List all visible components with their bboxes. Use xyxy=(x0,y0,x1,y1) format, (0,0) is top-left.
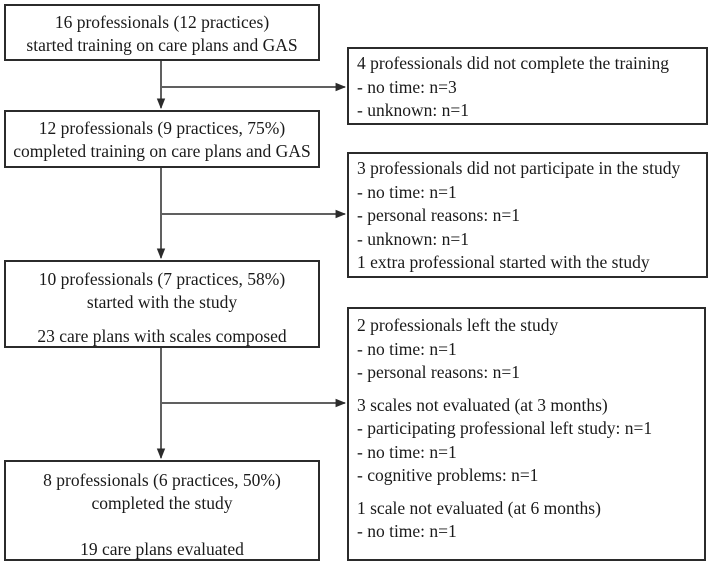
box-text: - cognitive problems: n=1 xyxy=(357,465,539,485)
box-text: 16 professionals (12 practices) xyxy=(54,12,270,32)
box-started-study xyxy=(4,260,320,348)
box-text: 8 professionals (6 practices, 50%) xyxy=(43,470,281,490)
box-left-study xyxy=(347,307,706,561)
box-text: - no time: n=1 xyxy=(357,441,457,462)
box-text: started with the study xyxy=(86,292,238,312)
box-text: 10 professionals (7 practices, 58%) xyxy=(38,269,286,289)
box-text-care-plans: 23 care plans with scales composed xyxy=(37,326,287,346)
box-text: completed the study xyxy=(91,493,233,513)
box-text: 4 professionals did not complete the training xyxy=(357,53,670,73)
box-did-not-complete-training xyxy=(347,47,708,125)
box-completed-study xyxy=(4,460,320,561)
box-text: - unknown: n=1 xyxy=(357,228,469,249)
box-text: - no time: n=1 xyxy=(357,181,457,202)
box-text: started training on care plans and GAS xyxy=(26,35,298,55)
box-text: - no time: n=3 xyxy=(357,76,457,97)
box-text: 3 scales not evaluated (at 3 months) xyxy=(357,394,608,415)
box-completed-training xyxy=(4,110,320,168)
box-text: - unknown: n=1 xyxy=(357,100,469,120)
box-text: 2 professionals left the study xyxy=(357,315,559,335)
box-text: 1 extra professional started with the study xyxy=(357,252,650,272)
box-text: - personal reasons: n=1 xyxy=(357,205,520,225)
box-started-training xyxy=(4,4,320,61)
box-text-care-plans: 19 care plans evaluated xyxy=(80,539,244,559)
box-text: completed training on care plans and GAS xyxy=(13,141,311,161)
box-text: 3 professionals did not participate in the study xyxy=(357,158,681,178)
box-text: - no time: n=1 xyxy=(357,338,457,359)
box-text: 12 professionals (9 practices, 75%) xyxy=(38,118,286,138)
box-text: - personal reasons: n=1 xyxy=(357,362,520,382)
box-text: 1 scale not evaluated (at 6 months) xyxy=(357,497,601,518)
box-did-not-participate xyxy=(347,152,708,278)
box-text: - no time: n=1 xyxy=(357,521,457,541)
box-text: - participating professional left study: n=1 xyxy=(357,418,653,438)
